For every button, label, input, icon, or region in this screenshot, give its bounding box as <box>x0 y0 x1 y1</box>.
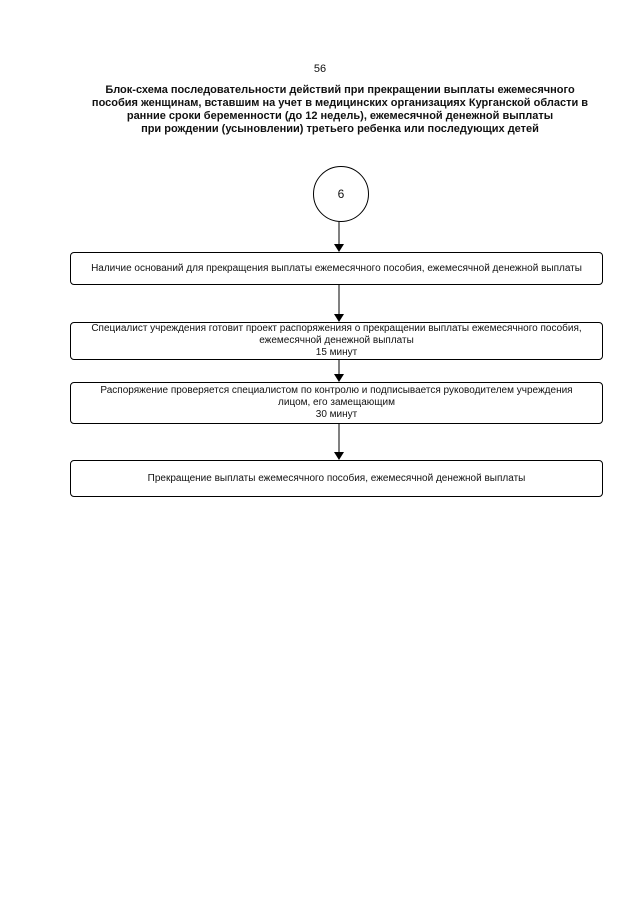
arrow-head <box>334 244 344 252</box>
step-text: лицом, его замещающим <box>278 397 395 408</box>
step-box-draft-order <box>70 322 603 360</box>
step-time: 15 минут <box>315 347 358 358</box>
title-line: ранние сроки беременности (до 12 недель), ежемесячной денежной выплаты <box>126 110 554 122</box>
step-text: Прекращение выплаты ежемесячного пособия, ежемесячной денежной выплаты <box>147 472 526 484</box>
title-line: Блок-схема последовательности действий при прекращении выплаты ежемесячного <box>105 84 575 96</box>
step-text: Наличие оснований для прекращения выплаты ежемесячного пособия, ежемесячной денежной выплаты <box>91 262 582 274</box>
step-box-review-sign <box>70 382 603 424</box>
arrow-head <box>334 314 344 322</box>
title-line: пособия женщинам, вставшим на учет в медицинских организациях Курганской области в <box>91 97 589 109</box>
page-number: 56 <box>313 63 327 75</box>
arrow-head <box>334 452 344 460</box>
step-time: 30 минут <box>315 409 358 420</box>
step-text: ежемесячной денежной выплаты <box>259 335 414 346</box>
start-node: 6 <box>313 166 369 222</box>
step-text: Специалист учреждения готовит проект распоряженияя о прекращении выплаты ежемесячного пособия, <box>91 323 582 334</box>
title-line: при рождении (усыновлении) третьего ребенка или последующих детей <box>141 123 539 135</box>
step-box-grounds <box>70 252 603 285</box>
arrow-head <box>334 374 344 382</box>
step-box-termination <box>70 460 603 497</box>
step-text: Распоряжение проверяется специалистом по контролю и подписывается руководителем учреждения <box>100 385 573 396</box>
